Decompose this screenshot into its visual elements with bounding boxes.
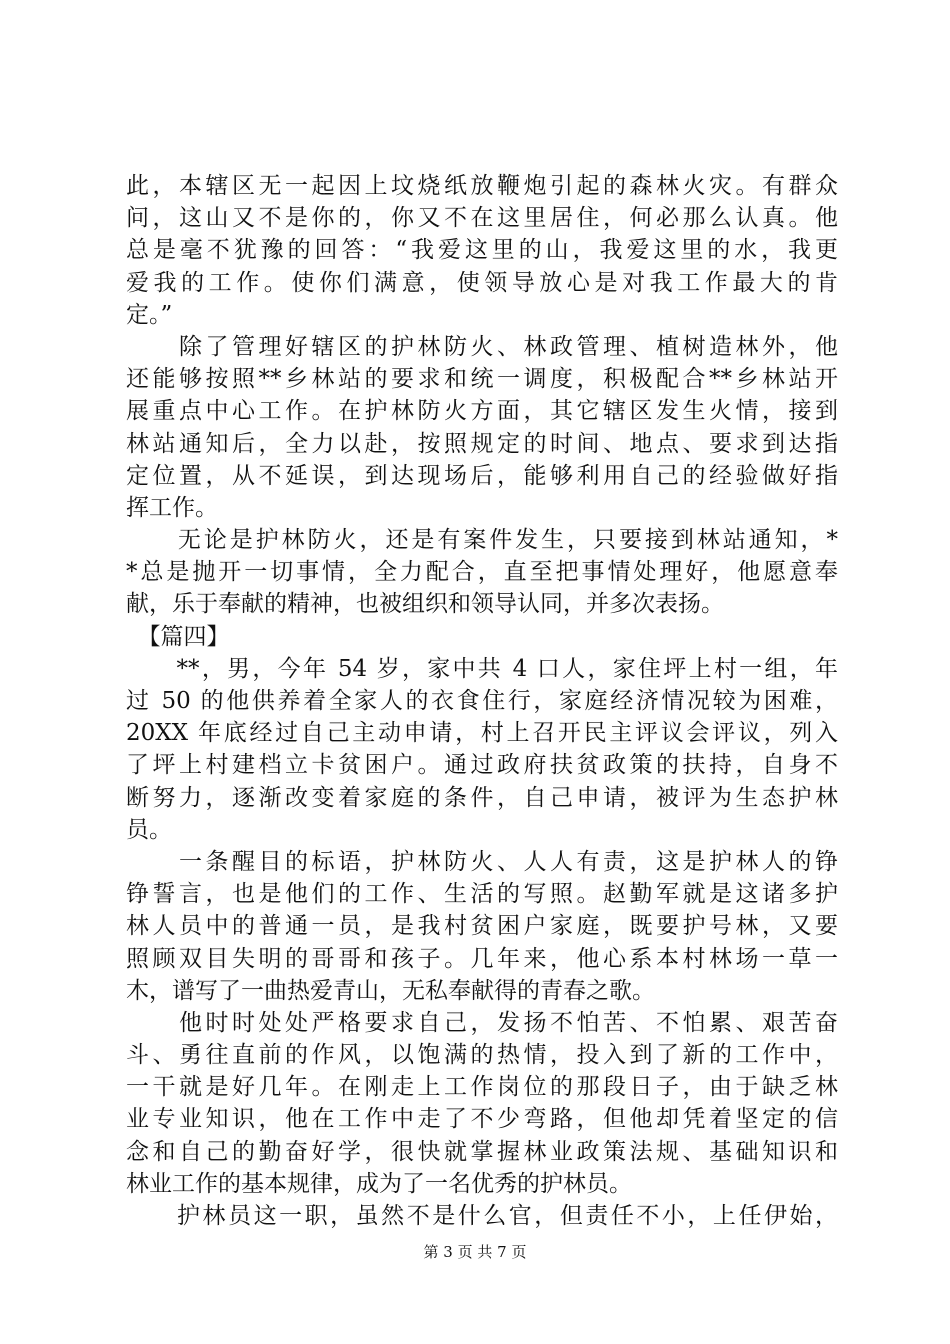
text-line: 照顾双目失明的哥哥和孩子。几年来，他心系本村林场一草一 xyxy=(126,945,838,972)
text-line: 业专业知识，他在工作中走了不少弯路，但他却凭着坚定的信 xyxy=(126,1106,838,1133)
text-line: 问，这山又不是你的，你又不在这里居住，何必那么认真。他 xyxy=(126,205,838,232)
text-line: 过 50 的他供养着全家人的衣食住行，家庭经济情况较为困难， xyxy=(126,688,838,714)
text-line: 铮誓言，也是他们的工作、生活的写照。赵勤军就是这诸多护 xyxy=(126,881,838,908)
text-line: 他时时处处严格要求自己，发扬不怕苦、不怕累、艰苦奋 xyxy=(126,1009,838,1036)
text-line: 还能够按照**乡林站的要求和统一调度，积极配合**乡林站开 xyxy=(126,366,838,393)
text-line: 了坪上村建档立卡贫困户。通过政府扶贫政策的扶持，自身不 xyxy=(126,752,838,779)
text-line: 念和自己的勤奋好学，很快就掌握林业政策法规、基础知识和 xyxy=(126,1138,838,1165)
text-line: 一干就是好几年。在刚走上工作岗位的那段日子，由于缺乏林 xyxy=(126,1074,838,1101)
text-line: 员。 xyxy=(126,816,172,843)
text-line: 献，乐于奉献的精神，也被组织和领导认同，并多次表扬。 xyxy=(126,591,724,618)
document-body xyxy=(126,170,838,1232)
text-line: 展重点中心工作。在护林防火方面，其它辖区发生火情，接到 xyxy=(126,398,838,425)
text-line: 林人员中的普通一员，是我村贫困户家庭，既要护号林，又要 xyxy=(126,913,838,940)
text-line: 定位置，从不延误，到达现场后，能够利用自己的经验做好指 xyxy=(126,462,838,489)
text-line: *总是抛开一切事情，全力配合，直至把事情处理好，他愿意奉 xyxy=(126,559,838,586)
text-line: 此，本辖区无一起因上坟烧纸放鞭炮引起的森林火灾。有群众 xyxy=(126,173,838,199)
text-line: 木，谱写了一曲热爱青山，无私奉献得的青春之歌。 xyxy=(126,977,655,1004)
text-line: 【篇四】 xyxy=(126,623,230,650)
text-line: 护林员这一职，虽然不是什么官，但责任不小，上任伊始， xyxy=(126,1203,838,1229)
text-line: 斗、勇往直前的作风，以饱满的热情，投入到了新的工作中， xyxy=(126,1042,838,1069)
text-line: **，男，今年 54 岁，家中共 4 口人，家住坪上村一组，年 xyxy=(126,655,838,682)
text-line: 总是毫不犹豫的回答：“我爱这里的山，我爱这里的水，我更 xyxy=(126,237,838,264)
text-line: 断努力，逐渐改变着家庭的条件，自己申请，被评为生态护林 xyxy=(126,784,838,811)
text-line: 20XX 年底经过自己主动申请，村上召开民主评议会评议，列入 xyxy=(126,720,838,747)
text-line: 定。” xyxy=(126,301,173,328)
text-line: 爱我的工作。使你们满意，使领导放心是对我工作最大的肯 xyxy=(126,269,838,296)
text-line: 林业工作的基本规律，成为了一名优秀的护林员。 xyxy=(126,1170,632,1197)
page-footer: 第 3 页 共 7 页 xyxy=(423,1243,527,1261)
text-line: 林站通知后，全力以赴，按照规定的时间、地点、要求到达指 xyxy=(126,430,838,457)
text-line: 除了管理好辖区的护林防火、林政管理、植树造林外，他 xyxy=(126,333,838,360)
text-line: 无论是护林防火，还是有案件发生，只要接到林站通知，* xyxy=(126,527,838,554)
text-line: 一条醒目的标语，护林防火、人人有责，这是护林人的铮 xyxy=(126,848,838,875)
text-line: 挥工作。 xyxy=(126,494,218,521)
